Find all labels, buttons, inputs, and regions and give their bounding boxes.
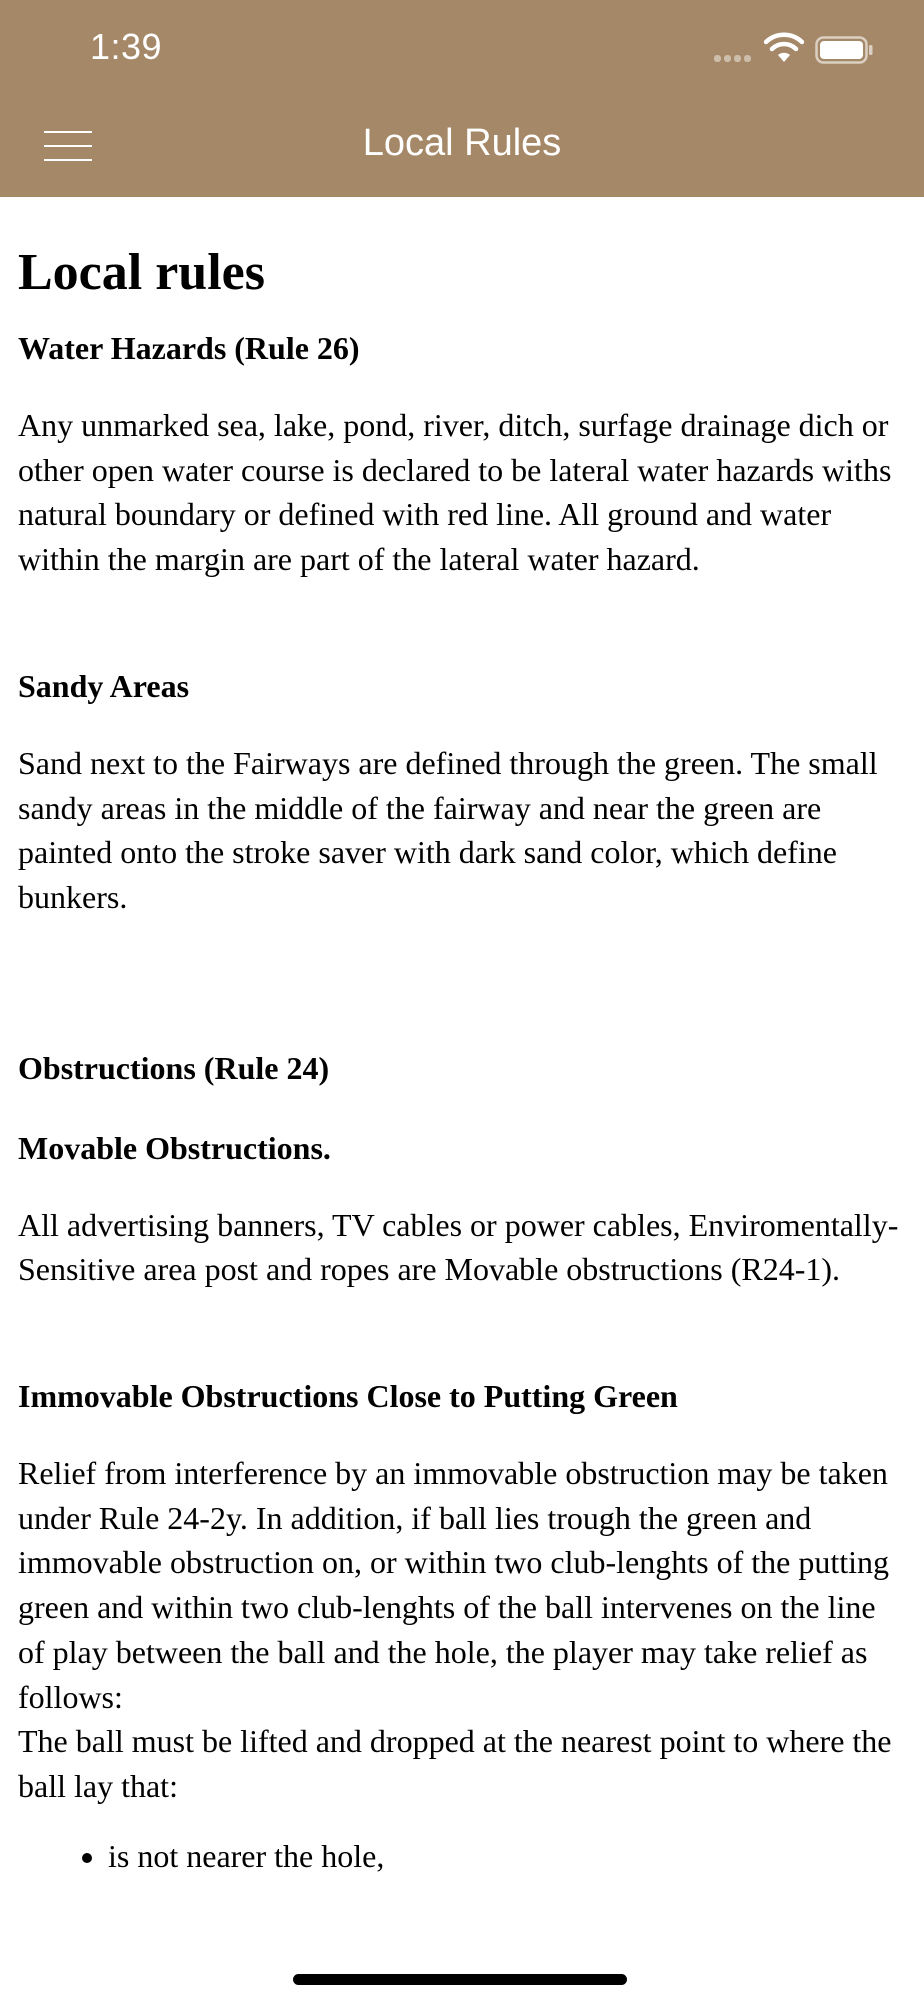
section-title-immovable-obstructions: Immovable Obstructions Close to Putting Green [18, 1378, 678, 1415]
section-title-sandy-areas: Sandy Areas [18, 667, 190, 704]
section-body-water-hazards: Any unmarked sea, lake, pond, river, ditch, surfage drainage dich or other open water course is declared to be lateral water hazards withs natural boundary or defined with red line. All ground and water within the margin are part of the lateral water hazard. [18, 407, 892, 578]
wifi-icon [764, 32, 804, 64]
section-title-water-hazards: Water Hazards (Rule 26) [18, 330, 360, 366]
home-indicator[interactable] [293, 1974, 627, 1985]
status-time: 1:39 [90, 26, 163, 67]
section-body-immovable-obstructions: Relief from interference by an immovable obstruction may be taken under Rule 24-2y. In addition, if ball lies trough the green and immovable obstruction on, or within two club-lenghts of the putting green and within two club-lenghts of the ball intervenes on the line of play between the ball and the hole, the player may take relief as follows: [18, 1455, 889, 1715]
cellular-signal-icon [714, 55, 754, 65]
section-body-drop-rules: The ball must be lifted and dropped at the nearest point to where the ball lay that: [18, 1723, 892, 1804]
section-body-movable-obstructions: All advertising banners, TV cables or power cables, Enviromentally-Sensitive area post and ropes are Movable obstructions (R24-1). [18, 1206, 899, 1288]
list-item: • is not nearer the hole, [108, 1834, 908, 1879]
navigation-header [0, 0, 924, 197]
section-title-obstructions: Obstructions (Rule 24) [18, 1049, 330, 1086]
battery-icon [815, 36, 873, 64]
content-heading: Local rules [18, 244, 265, 301]
section-body-sandy-areas: Sand next to the Fairways are defined through the green. The small sandy areas in the middle of the fairway and near the green are painted onto the stroke saver with dark sand color, which define bunkers. [18, 744, 878, 915]
relief-conditions-list [18, 1834, 908, 1879]
rules-content [18, 197, 908, 1878]
page-title: Local Rules [362, 122, 562, 164]
section-title-movable-obstructions: Movable Obstructions. [18, 1129, 331, 1166]
